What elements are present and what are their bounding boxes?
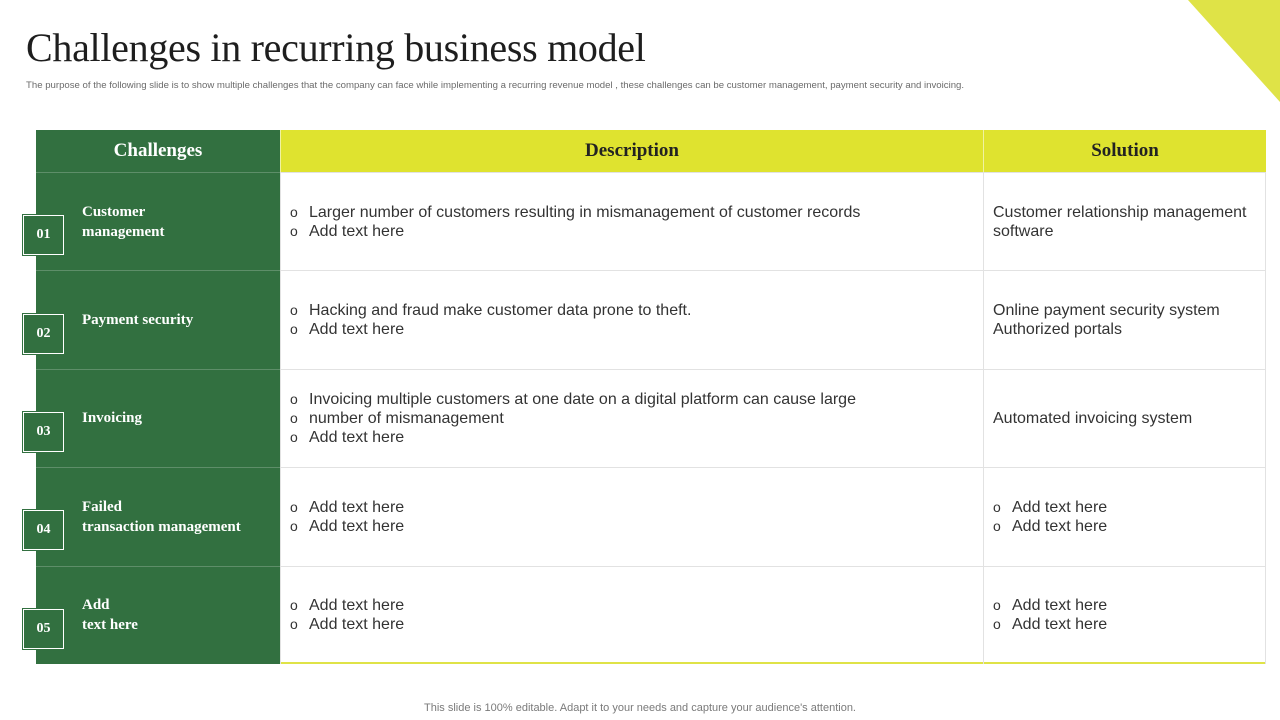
description-cell [280,172,983,270]
solution-text: Customer relationship management [993,203,1247,221]
table-row [36,467,1266,565]
description-cell [280,369,983,467]
slide-subtitle: The purpose of the following slide is to show multiple challenges that the company can face while implementing a recurring revenue model , these challenges can be customer management, payment security and invoicing. [26,80,965,91]
bullet-icon: o [993,517,1001,534]
challenge-label: Add text here [82,597,138,634]
bullet-icon: o [290,517,298,534]
description-text: Hacking and fraud make customer data prone to theft. [309,302,692,320]
description-text: Add text here [309,222,405,240]
description-text: Add text here [309,428,405,446]
description-line [290,517,983,536]
description-line [290,428,983,447]
challenge-cell [36,467,280,565]
description-cell [280,467,983,565]
row-number-badge: 02 [23,314,64,354]
challenge-label: Customer management [82,203,165,240]
solution-line [993,517,1265,536]
footer-note: This slide is 100% editable. Adapt it to your needs and capture your audience's attention. [424,702,856,714]
challenge-cell [36,566,280,664]
solution-cell [983,467,1266,565]
bullet-icon: o [290,321,298,338]
bullet-icon: o [290,390,298,407]
challenge-label: Failed transaction management [82,498,241,535]
description-text: Add text here [309,321,405,339]
bullet-icon: o [290,498,298,515]
description-line [290,409,983,428]
solution-cell [983,172,1266,270]
description-line [290,615,983,634]
slide-title: Challenges in recurring business model [26,25,646,70]
description-cell [280,566,983,664]
row-number-badge: 03 [23,412,64,452]
bullet-icon: o [290,302,298,319]
solution-text: Online payment security system [993,302,1220,320]
description-line [290,390,983,409]
bullet-icon: o [993,597,1001,614]
description-line [290,498,983,517]
solution-text: Add text here [1012,517,1108,535]
solution-line [993,596,1265,615]
solution-text: software [993,222,1054,240]
solution-text: Add text here [1012,597,1108,615]
bullet-icon: o [290,616,298,633]
row-number-badge: 05 [23,609,64,649]
solution-line [993,615,1265,634]
bullet-icon: o [993,498,1001,515]
table-row [36,270,1266,368]
description-line [290,203,983,222]
header-solution: Solution [983,130,1266,172]
bullet-icon: o [290,222,298,239]
description-text: number of mismanagement [309,409,504,427]
description-text: Add text here [309,517,405,535]
challenge-cell [36,270,280,368]
description-text: Invoicing multiple customers at one date on a digital platform can cause large [309,390,856,408]
description-line [290,596,983,615]
description-cell [280,270,983,368]
solution-text: Automated invoicing system [993,409,1193,427]
bullet-icon: o [290,409,298,426]
table-row [36,566,1266,664]
challenge-label: Payment security [82,312,194,329]
description-text: Add text here [309,616,405,634]
solution-cell [983,566,1266,664]
description-line [290,222,983,241]
challenge-cell [36,369,280,467]
description-text: Add text here [309,498,405,516]
description-text: Add text here [309,597,405,615]
bullet-icon: o [993,616,1001,633]
table-row [36,172,1266,270]
bullet-icon: o [290,203,298,220]
challenges-table [36,130,1266,664]
table-row [36,369,1266,467]
solution-text: Add text here [1012,498,1108,516]
solution-text: Authorized portals [993,321,1122,339]
description-line [290,320,983,339]
description-line [290,301,983,320]
row-number-badge: 04 [23,510,64,550]
solution-line [993,498,1265,517]
row-number-badge: 01 [23,215,64,255]
challenge-cell [36,172,280,270]
header-description: Description [280,130,983,172]
solution-text: Add text here [1012,616,1108,634]
description-text: Larger number of customers resulting in mismanagement of customer records [309,203,861,221]
header-challenges: Challenges [36,130,280,172]
solution-cell [983,270,1266,368]
bullet-icon: o [290,428,298,445]
bullet-icon: o [290,597,298,614]
challenge-label: Invoicing [82,410,143,427]
solution-cell [983,369,1266,467]
